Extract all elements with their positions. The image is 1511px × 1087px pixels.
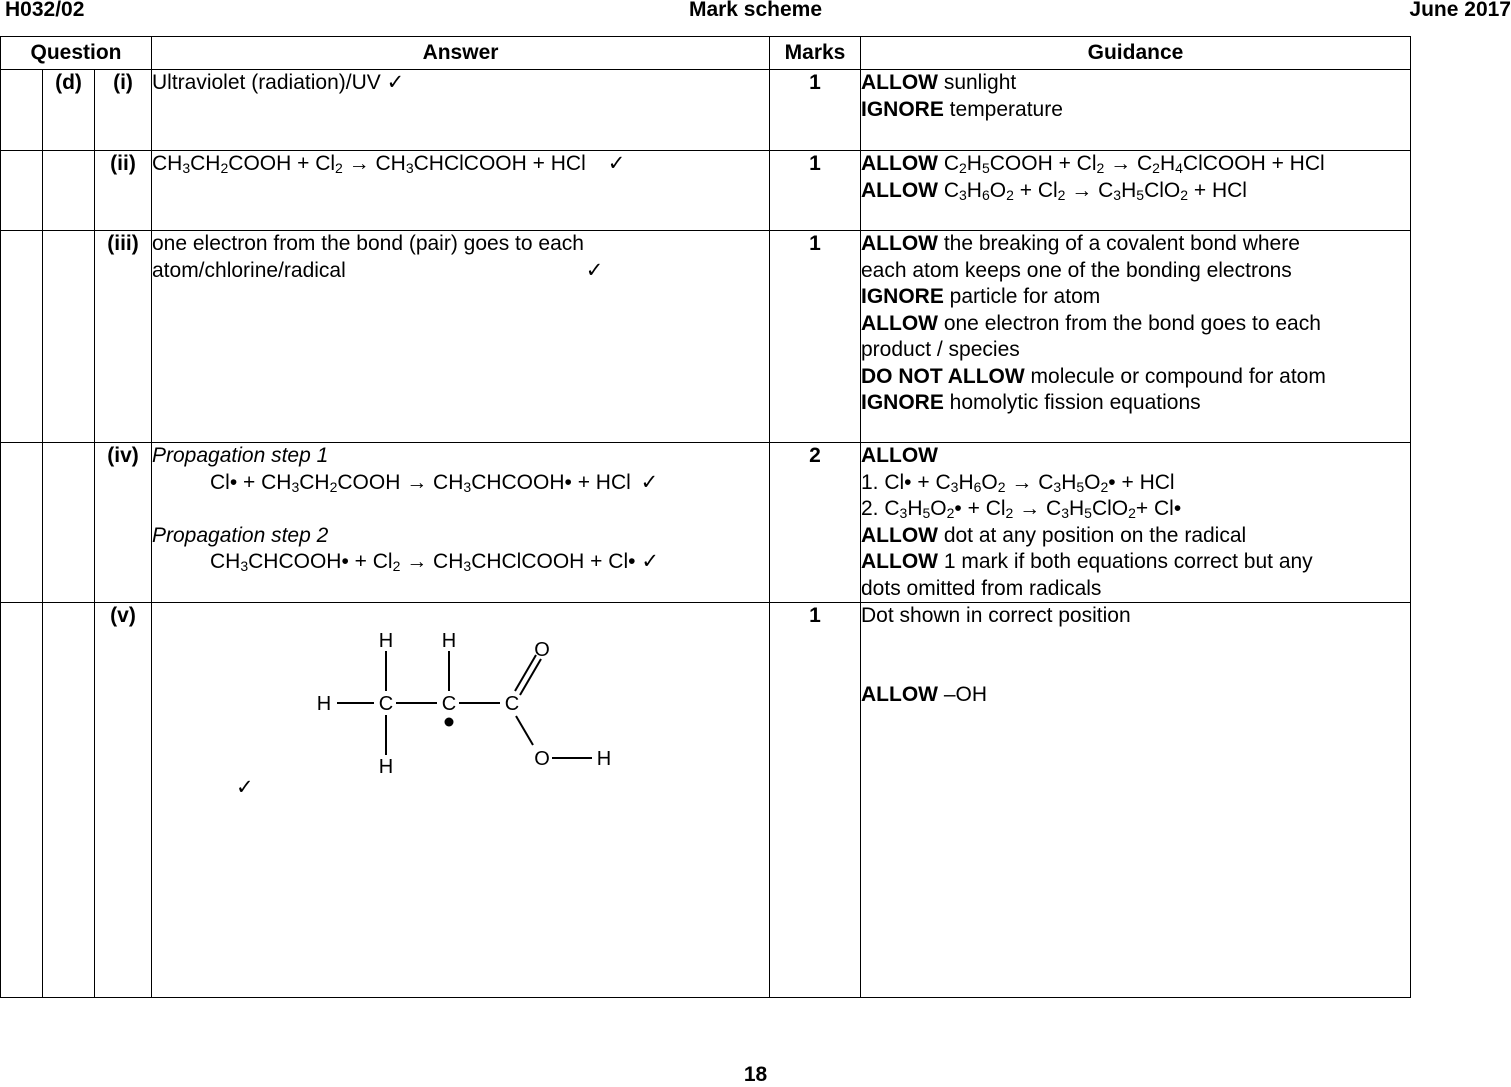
marks-header: Marks bbox=[770, 37, 861, 70]
atom-label: O bbox=[534, 748, 550, 770]
step1-label: Propagation step 1 bbox=[152, 444, 329, 467]
answer-cell: Ultraviolet (radiation)/UV ✓ bbox=[152, 70, 770, 151]
guidance-cell: ALLOW $C_2H_5COOH + Cl_2$ → $C_2H_4ClCOOH$ + HCl ALLOW $C_3H_6O_2 + Cl_2 \to C_3H_5ClO_2$ + HCl bbox=[861, 151, 1411, 231]
marks-cell: 1 bbox=[770, 70, 861, 151]
table-row bbox=[1, 70, 1411, 151]
document-title: Mark scheme bbox=[688, 0, 823, 21]
mark-scheme-table bbox=[0, 36, 1411, 998]
radical-structure-diagram bbox=[152, 603, 762, 803]
answer-cell: $CH_3CH_2COOH + Cl_2$ → $CH_3CHClCOOH$ + HCl ✓ bbox=[152, 151, 770, 231]
page-number: 18 bbox=[743, 1063, 768, 1086]
guidance-cell: Dot shown in correct position ALLOW –OH bbox=[861, 603, 1411, 998]
answer-cell: one electron from the bond (pair) goes to each atom/chlorine/radical ✓ bbox=[152, 231, 770, 443]
answer-cell bbox=[152, 603, 770, 998]
question-header: Question bbox=[1, 37, 152, 70]
tick-mark: ✓ bbox=[236, 776, 254, 799]
question-subpart: (iv) bbox=[95, 443, 152, 603]
step2-label: Propagation step 2 bbox=[152, 523, 329, 547]
answer-cell: Propagation step 1 Cl• + $CH_3CH_2COOH$ → $CH_3CHCOOH•$ + HCl ✓ Propagation step 2 $CH_3CHCOOH• + Cl_2$ → $CH_3CHClCOOH$ + Cl• ✓ bbox=[152, 443, 770, 603]
atom-label: C bbox=[441, 693, 457, 715]
table-row bbox=[1, 603, 1411, 998]
question-subpart: (ii) bbox=[95, 151, 152, 231]
radical-dot bbox=[445, 718, 454, 727]
question-subpart: (iii) bbox=[95, 231, 152, 443]
atom-label: C bbox=[504, 693, 520, 715]
table-header-row bbox=[1, 37, 1411, 70]
marks-cell: 1 bbox=[770, 151, 861, 231]
question-subpart: (v) bbox=[95, 603, 152, 998]
table-row bbox=[1, 151, 1411, 231]
atom-label: H bbox=[596, 748, 612, 770]
answer-header: Answer bbox=[152, 37, 770, 70]
atom-label: H bbox=[316, 693, 332, 715]
atom-label: C bbox=[378, 693, 394, 715]
guidance-cell: ALLOW sunlight IGNORE temperature bbox=[861, 70, 1411, 151]
guidance-cell: ALLOW the breaking of a covalent bond where each atom keeps one of the bonding electrons IGNORE particle for atom ALLOW one electron from the bond goes to each product / species DO NOT ALLOW molecule or compound for atom IGNORE homolytic fission equations bbox=[861, 231, 1411, 443]
question-part: (d) bbox=[43, 70, 95, 151]
marks-cell: 1 bbox=[770, 231, 861, 443]
atom-label: O bbox=[534, 639, 550, 661]
atom-label: H bbox=[441, 630, 457, 652]
question-subpart: (i) bbox=[95, 70, 152, 151]
table-row bbox=[1, 443, 1411, 603]
marks-cell: 2 bbox=[770, 443, 861, 603]
document-date: June 2017 bbox=[1409, 0, 1511, 21]
atom-label: H bbox=[378, 756, 394, 778]
guidance-header: Guidance bbox=[861, 37, 1411, 70]
table-row bbox=[1, 231, 1411, 443]
document-code: H032/02 bbox=[5, 0, 85, 21]
atom-label: H bbox=[378, 630, 394, 652]
guidance-cell: ALLOW 1. Cl• + $C_3H_6O_2$ → $C_3H_5O_2•$ + HCl 2. $C_3H_5O_2• + Cl_2 \to C_3H_5ClO_2+$ Cl• ALLOW dot at any position on the radical ALLOW 1 mark if both equations correct but any dots omitted from radicals bbox=[861, 443, 1411, 603]
marks-cell: 1 bbox=[770, 603, 861, 998]
